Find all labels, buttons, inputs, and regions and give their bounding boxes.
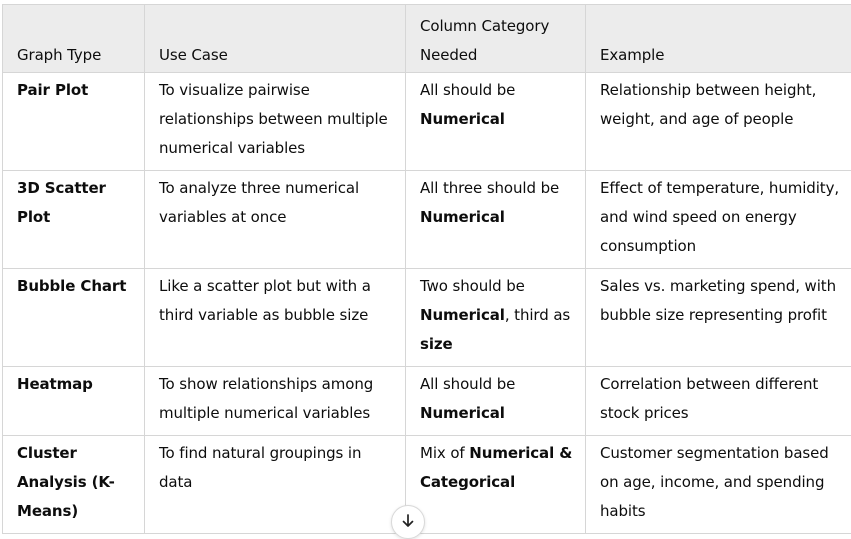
table-row xyxy=(3,367,851,436)
arrow-down-icon xyxy=(400,513,416,529)
use-case-cell: To analyze three numerical variables at once xyxy=(145,171,406,269)
column-category-bold: Numerical xyxy=(420,110,505,128)
use-case-cell: To visualize pairwise relationships between multiple numerical variables xyxy=(145,73,406,171)
table-row xyxy=(3,73,851,171)
graph-type-cell: Bubble Chart xyxy=(3,269,145,367)
example-cell: Correlation between different stock prices xyxy=(586,367,851,436)
example-cell: Effect of temperature, humidity, and wind speed on energy consumption xyxy=(586,171,851,269)
use-case-cell: Like a scatter plot but with a third variable as bubble size xyxy=(145,269,406,367)
column-category-text: All should be xyxy=(420,81,515,99)
example-cell: Customer segmentation based on age, income, and spending habits xyxy=(586,436,851,534)
graph-type-cell: 3D Scatter Plot xyxy=(3,171,145,269)
table-row xyxy=(3,171,851,269)
example-cell: Relationship between height, weight, and age of people xyxy=(586,73,851,171)
column-category-text-mid: , third as xyxy=(505,306,570,324)
use-case-cell: To find natural groupings in data xyxy=(145,436,406,534)
column-category-text: All should be xyxy=(420,375,515,393)
table-row xyxy=(3,436,851,534)
table-header-row xyxy=(3,5,851,73)
column-category-bold-size: size xyxy=(420,335,453,353)
table-row xyxy=(3,269,851,367)
header-column-category: Column Category Needed xyxy=(406,5,586,73)
column-category-cell xyxy=(406,367,586,436)
scroll-to-bottom-button[interactable] xyxy=(391,505,425,539)
column-category-cell xyxy=(406,73,586,171)
header-use-case: Use Case xyxy=(145,5,406,73)
column-category-text: Mix of xyxy=(420,444,469,462)
column-category-bold: Numerical xyxy=(420,306,505,324)
column-category-bold: Numerical xyxy=(420,404,505,422)
use-case-cell: To show relationships among multiple numerical variables xyxy=(145,367,406,436)
graph-type-cell: Pair Plot xyxy=(3,73,145,171)
column-category-cell xyxy=(406,171,586,269)
graph-type-cell: Heatmap xyxy=(3,367,145,436)
column-category-cell xyxy=(406,269,586,367)
graph-type-cell: Cluster Analysis (K-Means) xyxy=(3,436,145,534)
column-category-bold: Numerical xyxy=(420,208,505,226)
column-category-bold: Numerical & Categorical xyxy=(420,444,572,491)
graph-types-table-container xyxy=(2,4,851,534)
column-category-cell xyxy=(406,436,586,534)
header-graph-type: Graph Type xyxy=(3,5,145,73)
column-category-text: Two should be xyxy=(420,277,525,295)
column-category-text: All three should be xyxy=(420,179,559,197)
graph-types-table xyxy=(2,4,851,534)
header-example: Example xyxy=(586,5,851,73)
example-cell: Sales vs. marketing spend, with bubble size representing profit xyxy=(586,269,851,367)
